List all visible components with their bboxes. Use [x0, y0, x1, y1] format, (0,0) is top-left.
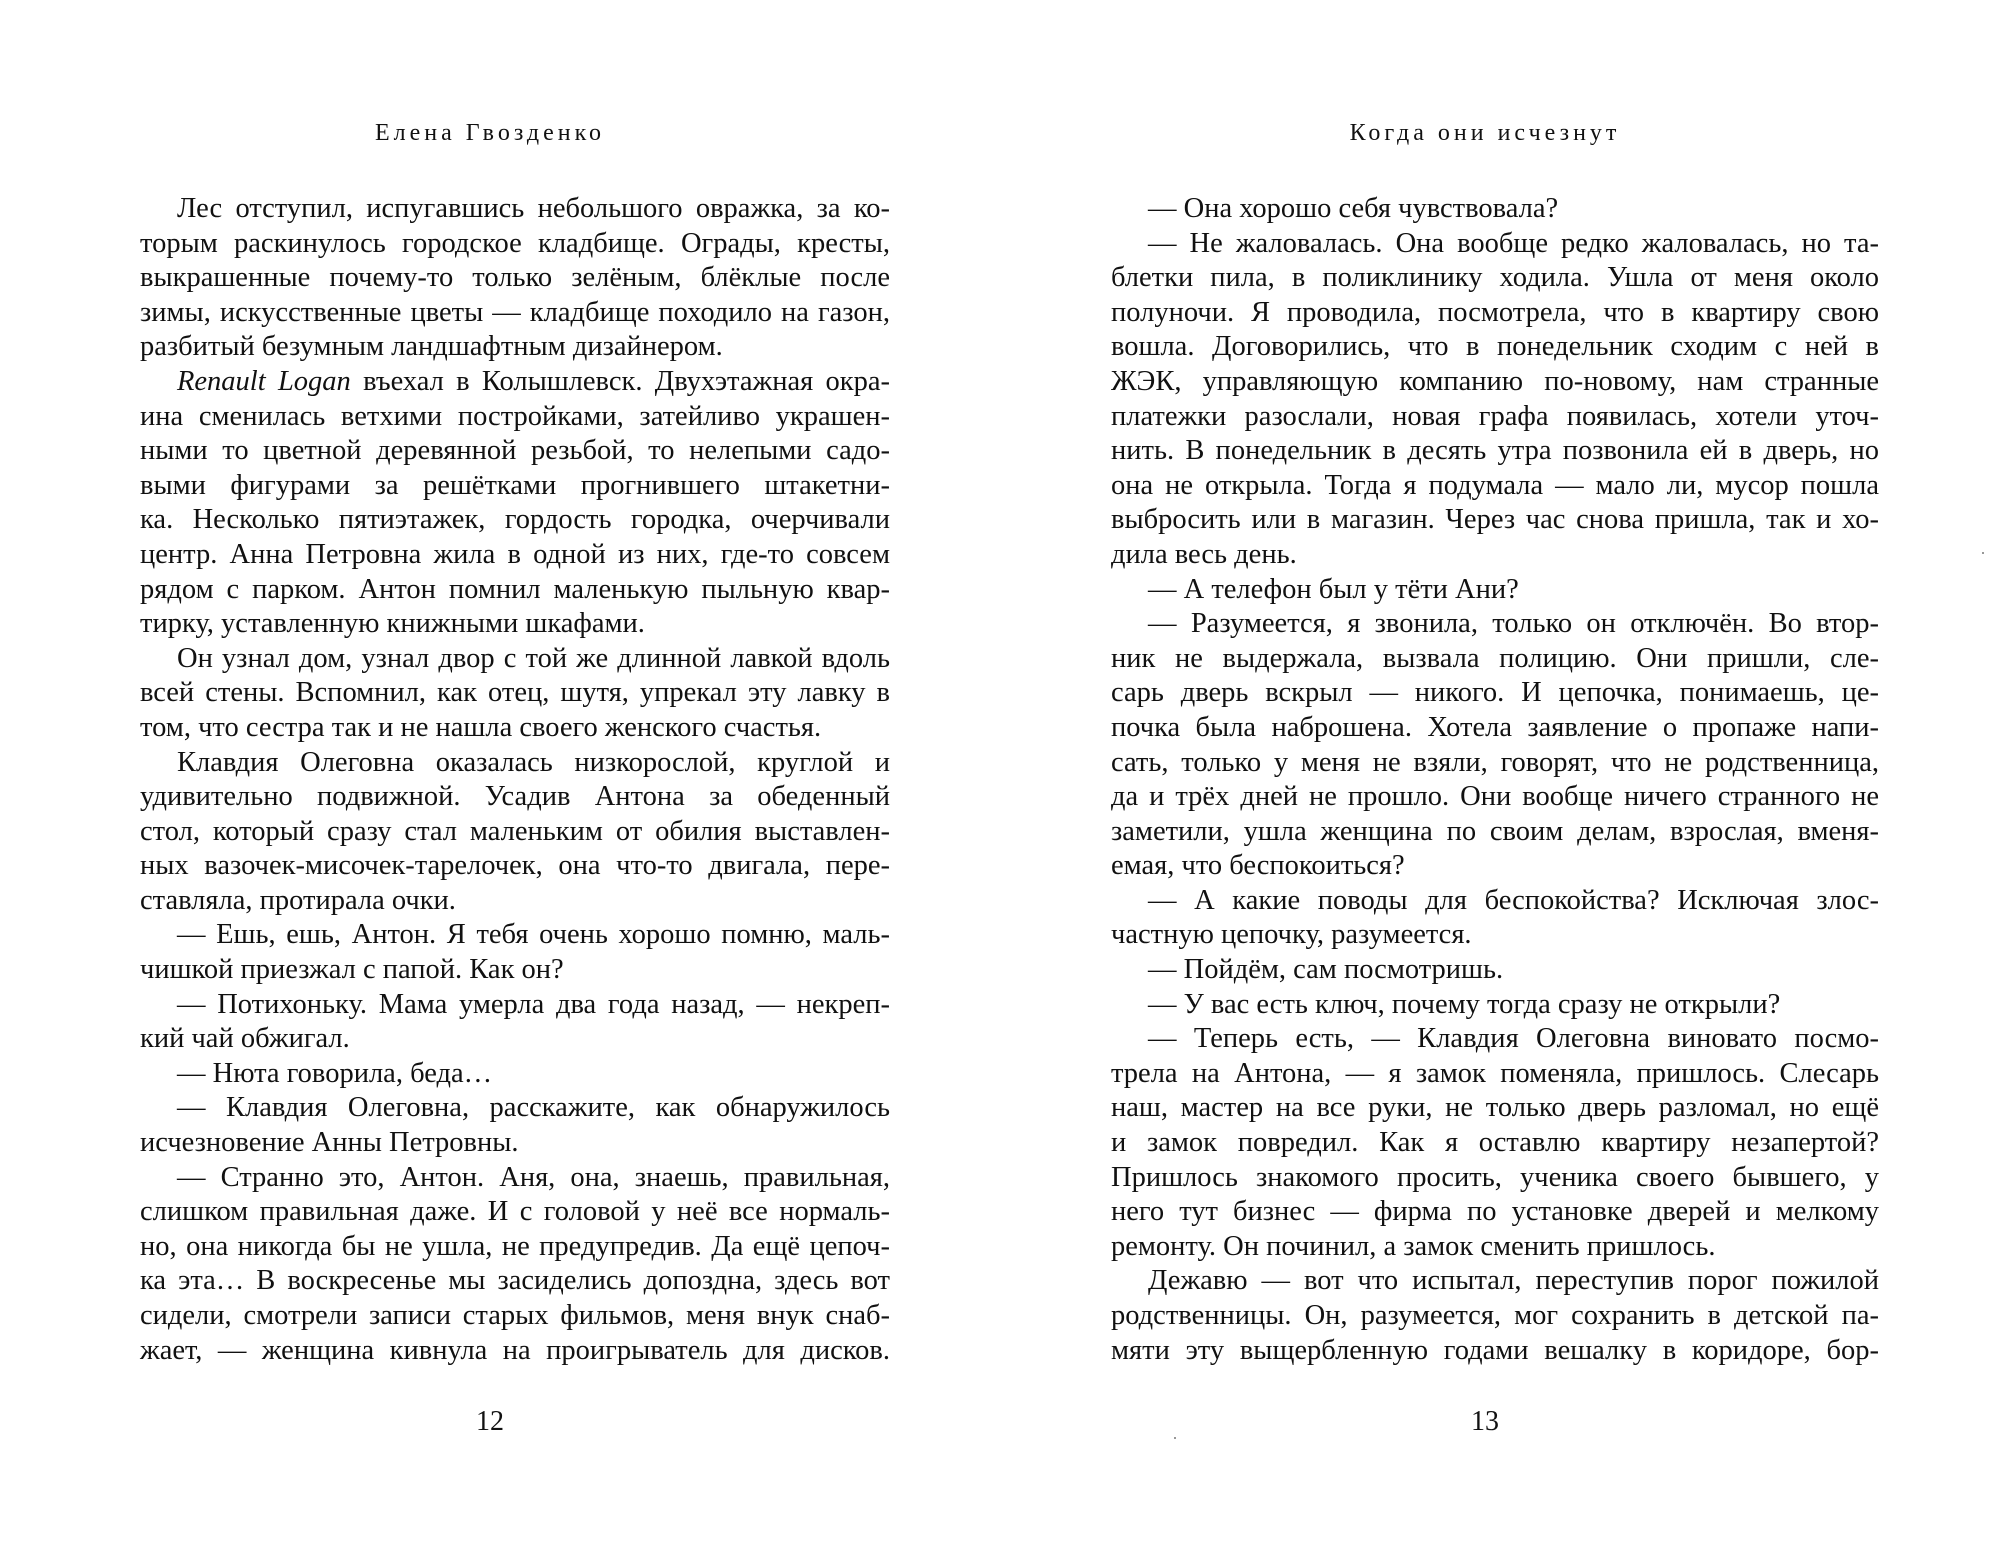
text-line: — Ешь, ешь, Антон. Я тебя очень хорошо помню, маль- — [177, 919, 890, 951]
text-line: ных вазочек-мисочек-тарелочек, она что-то двигала, пере- — [140, 850, 890, 882]
text-line: кий чай обжигал. — [140, 1023, 350, 1055]
text-line: — Странно это, Антон. Аня, она, знаешь, правильная, — [177, 1161, 890, 1193]
text-line: удивительно подвижной. Усадив Антона за обеденный — [140, 781, 890, 813]
text-line: стол, который сразу стал маленьким от обилия выставлен- — [140, 815, 890, 847]
text-line: тирку, уставленную книжными шкафами. — [140, 608, 645, 640]
text-line-rest: въехал в Колышлевск. Двухэтажная окра- — [350, 365, 890, 397]
scan-speck — [1982, 552, 1984, 554]
text-line: да и трёх дней не прошло. Они вообще ничего странного не — [1111, 781, 1879, 813]
text-line: ставляла, протирала очки. — [140, 884, 456, 916]
text-line: жает, — женщина кивнула на проигрыватель для дисков. — [140, 1334, 890, 1366]
text-line: — Пойдём, сам посмотришь. — [1148, 954, 1504, 986]
text-line: — Клавдия Олеговна, расскажите, как обнаружилось — [177, 1092, 890, 1124]
text-line: всей стены. Вспомнил, как отец, шутя, упрекал эту лавку в — [140, 677, 890, 709]
text-line: она не открыла. Тогда я подумала — мало ли, мусор пошла — [1111, 469, 1879, 501]
text-line: сать, только у меня не взяли, говорят, что не родственница, — [1111, 746, 1879, 778]
text-line: частную цепочку, разумеется. — [1111, 919, 1472, 951]
text-line: выми фигурами за решётками прогнившего штакетни- — [140, 469, 890, 501]
text-line: — У вас есть ключ, почему тогда сразу не открыли? — [1148, 988, 1781, 1020]
text-line: — А телефон был у тёти Ани? — [1148, 573, 1519, 605]
text-line: — А какие поводы для беспокойства? Исключая злос- — [1148, 884, 1879, 916]
text-line: ка. Несколько пятиэтажек, гордость городка, очерчивали — [140, 504, 890, 536]
text-line: и замок повредил. Как я оставлю квартиру незапертой? — [1111, 1127, 1879, 1159]
text-line: но, она никогда бы не ушла, не предупредив. Да ещё цепоч- — [140, 1230, 890, 1262]
text-line: ка эта… В воскресенье мы засиделись допоздна, здесь вот — [140, 1265, 890, 1297]
text-line: ными то цветной деревянной резьбой, то нелепыми садо- — [140, 435, 890, 467]
text-line: вошла. Договорились, что в понедельник сходим с ней в — [1111, 331, 1879, 363]
text-line: родственницы. Он, разумеется, мог сохранить в детской па- — [1111, 1300, 1879, 1331]
text-line: торым раскинулось городское кладбище. Ограды, кресты, — [140, 227, 890, 259]
text-line — [140, 365, 890, 400]
text-line: — Разумеется, я звонила, только он отключён. Во втор- — [1148, 608, 1879, 640]
text-line: платежки разослали, новая графа появилась, хотели уточ- — [1111, 400, 1879, 432]
text-line: — Не жаловалась. Она вообще редко жаловалась, но та- — [1148, 227, 1879, 259]
scan-speck — [1174, 1437, 1176, 1439]
text-line: Он узнал дом, узнал двор с той же длинной лавкой вдоль — [177, 642, 890, 674]
text-line: Лес отступил, испугавшись небольшого овражка, за ко- — [177, 193, 890, 224]
text-line: Клавдия Олеговна оказалась низкорослой, круглой и — [177, 746, 890, 778]
text-line: исчезновение Анны Петровны. — [140, 1127, 519, 1159]
text-line: Пришлось знакомого просить, ученика своего бывшего, у — [1111, 1161, 1879, 1193]
text-line: рядом с парком. Антон помнил маленькую пыльную квар- — [140, 573, 890, 605]
text-line: — Нюта говорила, беда… — [177, 1057, 493, 1089]
text-line: — Она хорошо себя чувствовала? — [1148, 193, 1559, 224]
text-line: ник не выдержала, вызвала полицию. Они пришли, сле- — [1111, 642, 1879, 674]
text-line: емая, что беспокоиться? — [1111, 850, 1405, 882]
text-line: ина сменилась ветхими постройками, затейливо украшен- — [140, 400, 890, 432]
car-model-italic: Renault Logan — [177, 365, 351, 397]
text-line: зимы, искусственные цветы — кладбище походило на газон, — [140, 296, 890, 328]
running-head-author: Елена Гвозденко — [374, 120, 606, 146]
page-number-left: 12 — [476, 1406, 504, 1437]
text-line: сидели, смотрели записи старых фильмов, меня внук снаб- — [140, 1300, 890, 1331]
text-line: ремонту. Он починил, а замок сменить пришлось. — [1111, 1230, 1716, 1262]
right-page-text — [1111, 192, 1879, 1368]
text-line: заметили, ушла женщина по своим делам, взрослая, вменя- — [1111, 815, 1879, 847]
text-line: трела на Антона, — я замок поменяла, пришлось. Слесарь — [1111, 1057, 1879, 1089]
text-line: ЖЭК, управляющую компанию по-новому, нам странные — [1111, 365, 1879, 397]
left-page-text — [140, 192, 890, 1368]
text-line: полуночи. Я проводила, посмотрела, что в квартиру свою — [1111, 296, 1879, 328]
text-line: центр. Анна Петровна жила в одной из них, где-то совсем — [140, 538, 890, 570]
text-line: Дежавю — вот что испытал, переступив порог пожилой — [1148, 1265, 1879, 1297]
right-page — [1000, 0, 2000, 1560]
text-line: том, что сестра так и не нашла своего женского счастья. — [140, 711, 822, 743]
text-line: сарь дверь вскрыл — никого. И цепочка, понимаешь, це- — [1111, 677, 1879, 709]
text-line: мяти эту выщербленную годами вешалку в коридоре, бор- — [1111, 1334, 1879, 1366]
text-line: нить. В понедельник в десять утра позвонила ей в дверь, но — [1111, 435, 1879, 467]
text-line: — Потихоньку. Мама умерла два года назад, — некреп- — [177, 988, 890, 1020]
text-line: почка была наброшена. Хотела заявление о пропаже напи- — [1111, 711, 1879, 743]
text-line: дила весь день. — [1111, 538, 1297, 570]
text-line: выбросить или в магазин. Через час снова пришла, так и хо- — [1111, 504, 1879, 536]
text-line: чишкой приезжал с папой. Как он? — [140, 954, 564, 986]
page-number-right: 13 — [1471, 1406, 1499, 1437]
text-line: него тут бизнес — фирма по установке дверей и мелкому — [1111, 1196, 1879, 1228]
text-line: выкрашенные почему-то только зелёным, блёклые после — [140, 262, 890, 294]
text-line: разбитый безумным ландшафтным дизайнером. — [140, 331, 723, 363]
running-head-title: Когда они исчезнут — [1349, 120, 1621, 146]
text-line: блетки пила, в поликлинику ходила. Ушла от меня около — [1111, 262, 1879, 294]
text-line: слишком правильная даже. И с головой у неё все нормаль- — [140, 1196, 890, 1228]
text-line: наш, мастер на все руки, не только дверь разломал, но ещё — [1111, 1092, 1879, 1124]
text-line: — Теперь есть, — Клавдия Олеговна виновато посмо- — [1148, 1023, 1879, 1055]
